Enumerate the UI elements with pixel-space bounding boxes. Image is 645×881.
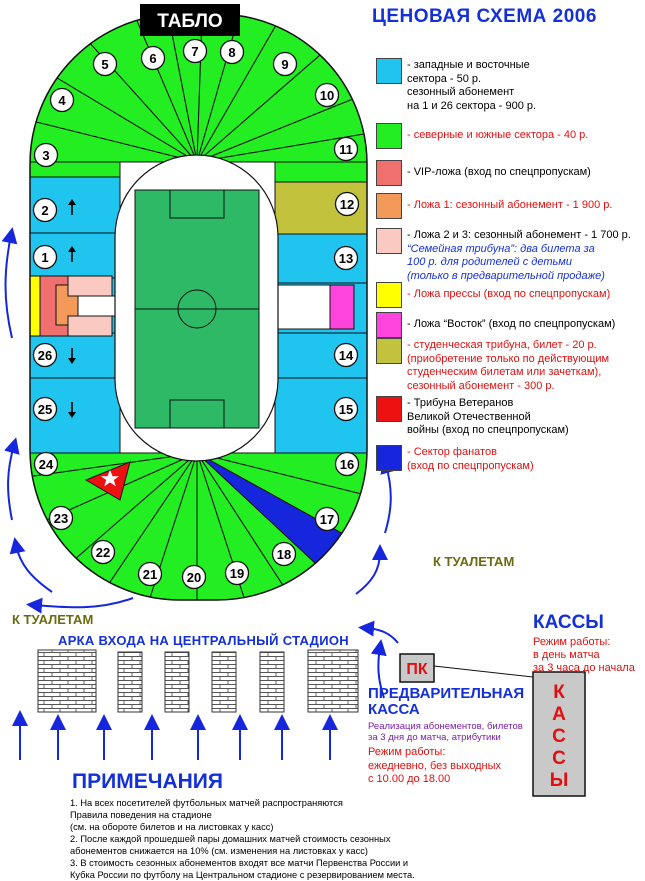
legend-line: студенческим билетам или зачеткам), [407, 366, 602, 378]
sector-east [275, 333, 375, 378]
legend-line: - Ложа прессы (вход по спецпропускам) [407, 288, 611, 300]
presale-schedule: Режим работы: ежедневно, без выходных с 10.00 до 18.00 [368, 746, 502, 785]
sector-1-label: 1 [41, 250, 49, 265]
kassy-letter: Ы [549, 770, 569, 791]
legend-text-fans [407, 446, 534, 473]
legend-line: - студенческая трибуна, билет - 20 р. [407, 339, 597, 351]
presale-title: ПРЕДВАРИТЕЛЬНАЯ КАССА [368, 685, 525, 718]
to-toilets-left: К ТУАЛЕТАМ [12, 612, 94, 627]
legend-swatch-blue [376, 58, 402, 84]
legend-line: - Ложа 1: сезонный абонемент - 1 900 р. [407, 199, 613, 211]
legend-line: (только в предварительной продаже) [407, 269, 605, 282]
legend-swatch-press [376, 282, 402, 308]
notes-list [70, 797, 415, 881]
legend-swatch-lodge23 [376, 228, 402, 254]
football-pitch [135, 190, 259, 428]
legend-line: - Ложа 2 и 3: сезонный абонемент - 1 700 р. [407, 229, 631, 241]
pk-label: ПК [406, 661, 428, 678]
legend-text-press [407, 288, 610, 302]
legend-line: на 1 и 26 сектора - 900 р. [407, 99, 537, 112]
legend-line: сезонный абонемент [407, 86, 515, 98]
sector-3-label: 3 [42, 148, 50, 163]
sector-8-label: 8 [228, 45, 236, 60]
sector-14-label: 14 [338, 348, 354, 363]
legend-line: Великой Отечественной [407, 410, 531, 423]
sector-11-label: 11 [339, 142, 353, 157]
sector-25-label: 25 [37, 402, 53, 417]
sector-10-label: 10 [319, 88, 335, 103]
legend-swatch-student [376, 338, 402, 364]
legend-swatch-veterans [376, 396, 402, 422]
note-line: 3. В стоимость сезонных абонементов входят все матчи Первенства России и [70, 858, 409, 868]
sector-5-label: 5 [101, 57, 109, 72]
sector-23-label: 23 [53, 511, 69, 526]
kassy-title: КАССЫ [533, 612, 604, 633]
presale-desc: Реализация абонементов, билетов за 3 дня до матча, атрибутики [368, 721, 523, 743]
legend-swatch-vip [376, 160, 402, 186]
legend-text-blue [407, 59, 536, 113]
legend-text-student [407, 339, 609, 393]
page-title: ЦЕНОВАЯ СХЕМА 2006 [372, 6, 597, 27]
kassy-letter: С [552, 726, 566, 747]
note-line: абонементов снижается на 10% (см. изменения на листовках у касс) [70, 846, 368, 856]
legend-line: сектора - 50 р. [407, 72, 482, 85]
sector-19-label: 19 [229, 566, 245, 581]
legend-line: - западные и восточные [407, 59, 530, 71]
legend-line: - Ложа “Восток” (вход по спецпропускам) [407, 318, 616, 330]
legend-line: сезонный абонемент - 300 р. [407, 379, 555, 392]
note-line: Правила поведения на стадионе [70, 810, 212, 820]
lodge-2 [68, 276, 112, 296]
sector-21-label: 21 [142, 567, 158, 582]
sector-18-label: 18 [276, 547, 292, 562]
east-passage [278, 285, 330, 329]
sector-16-label: 16 [339, 457, 355, 472]
sector-west [20, 162, 120, 177]
vostok-lodge [330, 285, 354, 329]
sector-east [275, 182, 375, 234]
sector-15-label: 15 [338, 402, 354, 417]
sector-20-label: 20 [186, 570, 202, 585]
note-line: 1. На всех посетителей футбольных матчей распространяются [70, 798, 343, 808]
sector-east [275, 378, 375, 453]
sector-17-label: 17 [319, 512, 335, 527]
legend-line: - Сектор фанатов [407, 446, 497, 458]
legend-line: “Семейная трибуна”: два билета за [407, 242, 595, 255]
kassy-schedule: Режим работы: в день матча за 3 часа до начала [533, 636, 635, 674]
legend-text-vostok [407, 318, 615, 332]
sector-east [275, 162, 375, 182]
to-toilets-right: К ТУАЛЕТАМ [433, 554, 515, 569]
sector-24-label: 24 [38, 457, 54, 472]
lodge-3 [68, 316, 112, 336]
sector-26-label: 26 [37, 348, 53, 363]
legend-line: (вход по спецпропускам) [407, 459, 534, 472]
sector-6-label: 6 [149, 51, 157, 66]
sector-east [275, 234, 375, 283]
sector-2-label: 2 [41, 203, 49, 218]
legend-line: - Трибуна Ветеранов [407, 397, 514, 409]
legend-swatch-lodge1 [376, 193, 402, 219]
pk-connector [434, 666, 533, 677]
sector-4-label: 4 [58, 93, 66, 108]
legend-text-green [407, 129, 588, 143]
legend-text-veterans [407, 397, 569, 438]
legend-swatch-green [376, 123, 402, 149]
notes-title: ПРИМЕЧАНИЯ [72, 770, 223, 793]
scoreboard-label: ТАБЛО [157, 11, 223, 32]
sector-13-label: 13 [338, 251, 354, 266]
legend-line: 100 р. для родителей с детьми [407, 256, 572, 268]
legend-line: войны (вход по спецпропускам) [407, 424, 569, 436]
legend-line: (приобретение только по действующим [407, 352, 610, 365]
sector-7-label: 7 [191, 44, 199, 59]
legend-line: - VIP-ложа (вход по спецпропускам) [407, 166, 591, 178]
sector-9-label: 9 [281, 57, 289, 72]
kassy-letter: С [552, 748, 566, 769]
sector-12-label: 12 [339, 197, 355, 212]
legend-text-lodge23 [407, 229, 631, 283]
sector-22-label: 22 [95, 545, 111, 560]
legend-line: - северные и южные сектора - 40 р. [407, 129, 589, 141]
arch-gates [38, 650, 358, 712]
arch-title: АРКА ВХОДА НА ЦЕНТРАЛЬНЫЙ СТАДИОН [58, 633, 349, 648]
legend-swatch-vostok [376, 312, 402, 338]
note-line: (см. на обороте билетов и на листовках у касс) [70, 822, 274, 832]
note-line: 2. После каждой прошедшей пары домашних матчей стоимость сезонных [70, 834, 391, 844]
note-line: Кубка России по футболу на Центральном стадионе с резервированием места. [70, 870, 415, 880]
kassy-letter: К [553, 682, 565, 703]
kassy-letter: А [552, 704, 566, 725]
west-passage [78, 296, 120, 316]
legend-text-vip [407, 166, 591, 180]
legend-swatch-fans [376, 445, 402, 471]
legend-text-lodge1 [407, 199, 612, 213]
